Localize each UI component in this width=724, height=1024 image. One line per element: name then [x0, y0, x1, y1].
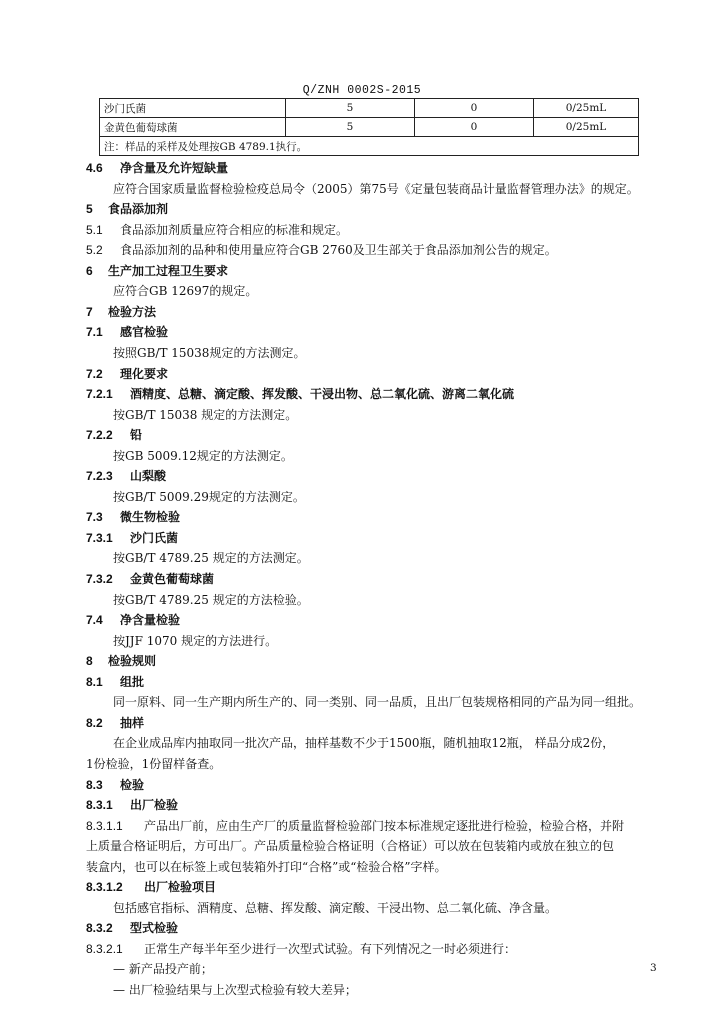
page-number: 3 [650, 962, 657, 974]
document-code-header: Q/ZNH 0002S-2015 [302, 84, 422, 97]
paragraph-line: 包括感官指标、酒精度、总糖、挥发酸、滴定酸、干浸出物、总二氧化硫、净含量。 [113, 901, 558, 915]
paragraph-line: 按GB/T 5009.29规定的方法测定。 [113, 490, 305, 504]
section-heading: 检验 [120, 778, 145, 792]
table-row [100, 118, 639, 137]
paragraph-line: 按GB/T 4789.25 规定的方法测定。 [113, 551, 309, 565]
section-heading: 沙门氏菌 [130, 531, 179, 545]
section-number: 8 [86, 654, 93, 668]
section-number: 7.4 [86, 613, 103, 627]
section-heading: 食品添加剂 [108, 202, 169, 216]
section-heading: 检验规则 [108, 654, 157, 668]
section-number: 8.3.2 [86, 921, 113, 935]
paragraph-line: 按GB 5009.12规定的方法测定。 [113, 449, 293, 463]
section-heading: 检验方法 [108, 305, 157, 319]
section-heading: 感官检验 [120, 325, 169, 339]
paragraph-line: 在企业成品库内抽取同一批次产品，抽样基数不少于1500瓶，随机抽取12瓶， 样品分成2份， [113, 736, 615, 750]
table-note: 注：样品的采样及处理按GB 4789.1执行。 [100, 137, 639, 156]
section-number: 7.3.1 [86, 531, 113, 545]
section-number: 8.3.1.2 [86, 880, 123, 894]
section-number: 7.2.1 [86, 387, 113, 401]
section-heading: 微生物检验 [120, 510, 181, 524]
table-cell-n: 5 [286, 99, 415, 118]
section-heading: 抽样 [120, 716, 145, 730]
paragraph-line: — 新产品投产前； [113, 962, 213, 976]
section-number: 8.3.2.1 [86, 942, 123, 956]
section-heading: 组批 [120, 675, 145, 689]
section-number: 8.3.1.1 [86, 819, 123, 833]
section-heading: 铅 [130, 428, 143, 442]
section-heading: 净含量检验 [120, 613, 181, 627]
paragraph-line: 应符合国家质量监督检验检疫总局令（2005）第75号《定量包装商品计量监督管理办法》的规定。 [113, 182, 639, 196]
section-heading: 金黄色葡萄球菌 [130, 572, 215, 586]
paragraph-line: 上质量合格证明后，方可出厂。产品质量检验合格证明（合格证）可以放在包装箱内或放在独立的包 [86, 839, 615, 853]
table-cell-m: 0/25mL [534, 118, 639, 137]
section-number: 5.2 [86, 243, 103, 257]
table-cell-n: 5 [286, 118, 415, 137]
paragraph-line: 同一原料、同一生产期内所生产的、同一类别、同一品质，且出厂包装规格相同的产品为同一组批。 [113, 695, 642, 709]
paragraph-line: — 出厂检验结果与上次型式检验有较大差异； [113, 983, 357, 997]
section-text: 食品添加剂的品种和使用量应符合GB 2760及卫生部关于食品添加剂公告的规定。 [120, 243, 557, 257]
paragraph-line: 应符合GB 12697的规定。 [113, 284, 258, 298]
section-number: 7 [86, 305, 93, 319]
section-number: 7.1 [86, 325, 103, 339]
paragraph-line: 1份检验，1份留样备查。 [86, 757, 222, 771]
section-number: 8.1 [86, 675, 103, 689]
section-number: 7.2 [86, 367, 103, 381]
table-cell-item: 沙门氏菌 [100, 99, 286, 118]
table-row [100, 137, 639, 156]
section-number: 4.6 [86, 161, 103, 175]
microbiology-limits-table [99, 98, 639, 156]
table-cell-c: 0 [415, 99, 534, 118]
table-cell-c: 0 [415, 118, 534, 137]
section-number: 5 [86, 202, 93, 216]
section-heading: 净含量及允许短缺量 [120, 161, 229, 175]
section-number: 7.2.2 [86, 428, 113, 442]
table-row [100, 99, 639, 118]
section-heading: 山梨酸 [130, 469, 167, 483]
paragraph-line: 按GB/T 4789.25 规定的方法检验。 [113, 593, 309, 607]
section-heading: 生产加工过程卫生要求 [108, 264, 229, 278]
paragraph-line: 按JJF 1070 规定的方法进行。 [113, 634, 278, 648]
section-text: 正常生产每半年至少进行一次型式试验。有下列情况之一时必须进行： [144, 942, 517, 956]
section-heading: 型式检验 [130, 921, 179, 935]
section-number: 7.2.3 [86, 469, 113, 483]
paragraph-line: 装盒内，也可以在标签上或包装箱外打印“合格”或“检验合格”字样。 [86, 860, 447, 874]
section-number: 7.3 [86, 510, 103, 524]
paragraph-line: 按照GB/T 15038规定的方法测定。 [113, 346, 306, 360]
section-number: 8.2 [86, 716, 103, 730]
table-cell-m: 0/25mL [534, 99, 639, 118]
section-text: 产品出厂前，应由生产厂的质量监督检验部门按本标准规定逐批进行检验，检验合格，并附 [144, 819, 625, 833]
section-number: 6 [86, 264, 93, 278]
section-number: 8.3.1 [86, 798, 113, 812]
section-heading: 理化要求 [120, 367, 169, 381]
section-heading: 出厂检验项目 [144, 880, 217, 894]
section-heading: 酒精度、总糖、滴定酸、挥发酸、干浸出物、总二氧化硫、游离二氧化硫 [130, 387, 515, 401]
table-cell-item: 金黄色葡萄球菌 [100, 118, 286, 137]
section-number: 7.3.2 [86, 572, 113, 586]
section-number: 5.1 [86, 223, 103, 237]
section-text: 食品添加剂质量应符合相应的标准和规定。 [120, 223, 349, 237]
section-heading: 出厂检验 [130, 798, 179, 812]
paragraph-line: 按GB/T 15038 规定的方法测定。 [113, 408, 298, 422]
section-number: 8.3 [86, 778, 103, 792]
